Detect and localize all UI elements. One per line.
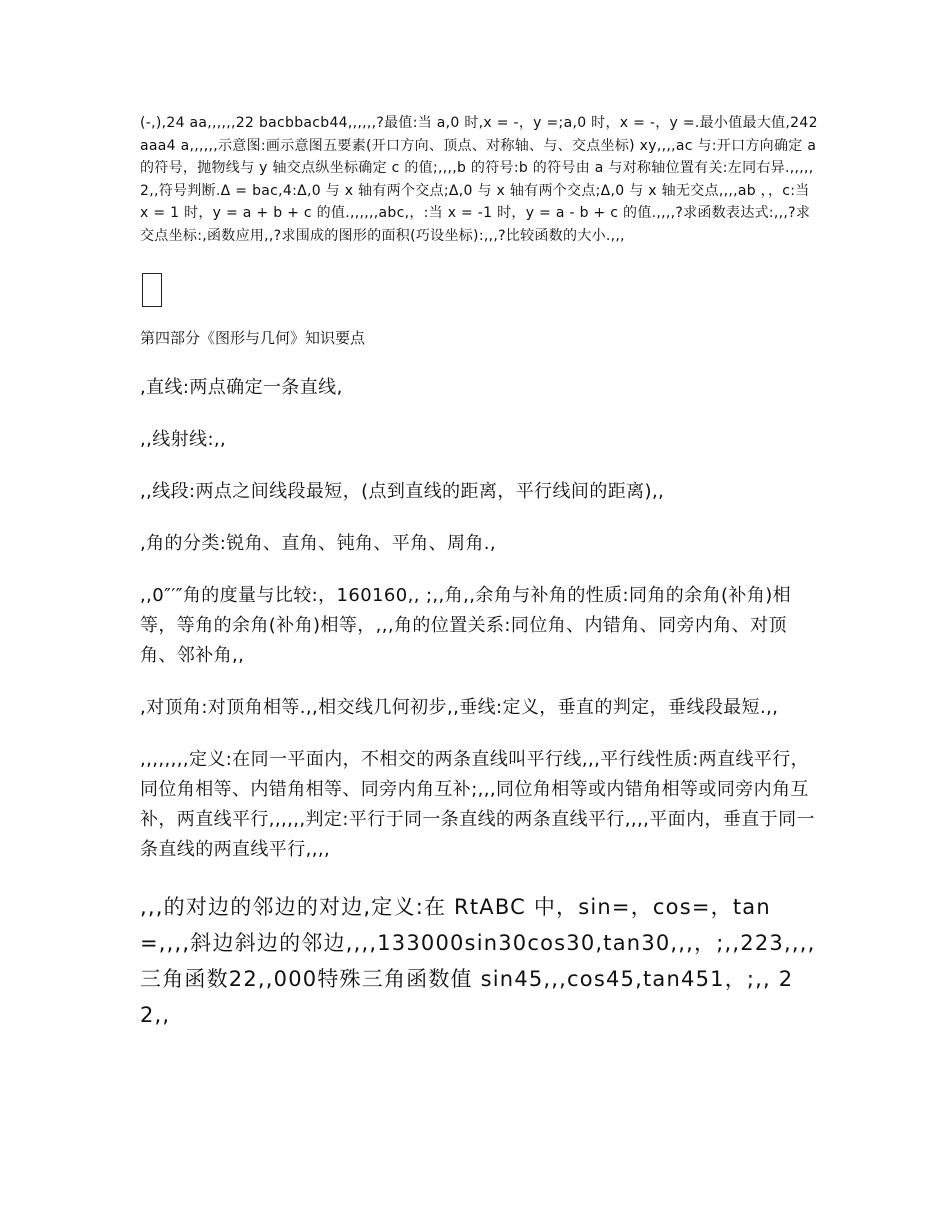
paragraph-vertical-angles: ,对顶角:对顶角相等.,,相交线几何初步,,垂线:定义，垂直的判定，垂线段最短.,,	[140, 697, 779, 718]
paragraph-ray: ,,线射线:,,	[140, 429, 227, 450]
paragraph-angle-measure: ,,0″′″角的度量与比较:，160160,, ;,,角,,余角与补角的性质:同角的余角(补角)相等，等角的余角(补角)相等，,,,角的位置关系:同位角、内错角、同旁内角、对顶角、邻补角,,	[140, 585, 792, 666]
paragraph-parallel-lines: ,,,,,,,,定义:在同一平面内，不相交的两条直线叫平行线,,,平行线性质:两直线平行，同位角相等、内错角相等、同旁内角互补;,,,同位角相等或内错角相等或同旁内角互补，两直线平行,,,,,,判定:平行于同一条直线的两条直线平行,,,,平面内，垂直于同一条直线的两直线平行,,,,	[140, 749, 815, 860]
box-glyph-icon	[142, 273, 162, 307]
paragraph-line: ,直线:两点确定一条直线,	[140, 377, 343, 398]
paragraph-segment: ,,线段:两点之间线段最短，(点到直线的距离，平行线间的距离),,	[140, 481, 665, 502]
paragraph-angle-classification: ,角的分类:锐角、直角、钝角、平角、周角.,	[140, 533, 497, 554]
section-heading: 第四部分《图形与几何》知识要点	[140, 329, 366, 347]
intro-paragraph: (-,),24 aa,,,,,,22 bacbbacb44,,,,,,?最值:当 a,0 时,x = -，y =;a,0 时，x = -，y =.最小值最大值,242 aaa4 a,,,,,,示意图:画示意图五要素(开口方向、顶点、对称轴、与、交点坐标) xy,,,,ac 与:开口方向确定 a 的符号，抛物线与 y 轴交点纵坐标确定 c 的值;,,,,b 的符号:b 的符号由 a 与对称轴位置有关:左同右异.,,,,,2,,符号判断.Δ = bac,4:Δ,0 与 x 轴有两个交点;Δ,0 与 x 轴有两个交点;Δ,0 与 x 轴无交点,,,,ab ，，c:当 x = 1 时，y = a + b + c 的值.,,,,,,abc,，:当 x = -1 时，y = a - b + c 的值.,,,,?求函数表达式:,,,?求交点坐标:,函数应用,,?求围成的图形的面积(巧设坐标):,,,?比较函数的大小.,,,	[140, 115, 818, 244]
paragraph-trigonometry: ,,,的对边的邻边的对边,定义:在 RtABC 中，sin=，cos=，tan=,,,,斜边斜边的邻边,,,,133000sin30cos30,tan30,,,，;,,223,,,,三角函数22,,000特殊三角函数值 sin45,,,cos45,tan451，;,, 22,,	[140, 895, 816, 1027]
document-page	[140, 112, 820, 1033]
